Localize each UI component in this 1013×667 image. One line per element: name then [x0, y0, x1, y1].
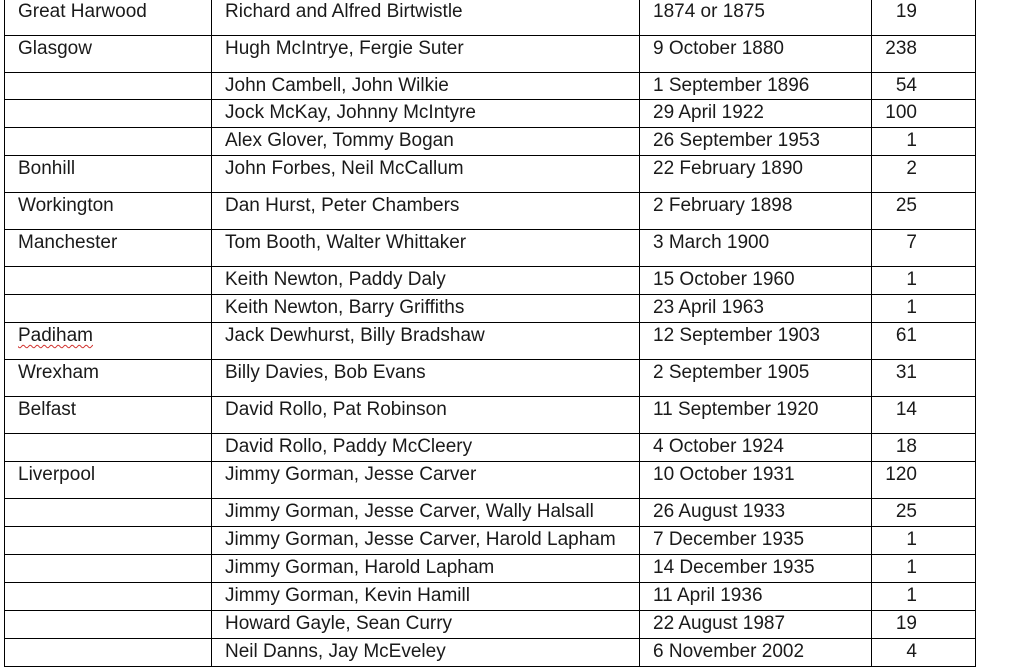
- date-cell: [640, 36, 872, 73]
- date-cell-text: 12 September 1903: [653, 325, 820, 346]
- count-cell-text: 25: [895, 195, 917, 216]
- count-cell: [872, 73, 976, 100]
- players-cell: [212, 527, 640, 555]
- count-cell: [872, 295, 976, 323]
- town-cell: [5, 36, 212, 73]
- count-cell: [872, 555, 976, 583]
- town-cell-text: Great Harwood: [18, 1, 147, 22]
- town-cell: [5, 128, 212, 156]
- players-cell: [212, 639, 640, 667]
- count-cell-text: 25: [895, 501, 917, 522]
- players-cell: [212, 462, 640, 499]
- players-cell-text: Jimmy Gorman, Jesse Carver: [225, 464, 477, 485]
- document-table: [4, 0, 976, 667]
- date-cell-text: 15 October 1960: [653, 269, 795, 290]
- table-row: [5, 397, 976, 434]
- table-row: [5, 555, 976, 583]
- date-cell-text: 2 February 1898: [653, 195, 793, 216]
- date-cell-text: 1874 or 1875: [653, 1, 765, 22]
- table-row: [5, 360, 976, 397]
- count-cell-text: 100: [885, 102, 917, 123]
- date-cell-text: 6 November 2002: [653, 641, 805, 662]
- date-cell-text: 14 December 1935: [653, 557, 815, 578]
- players-cell-text: Richard and Alfred Birtwistle: [225, 1, 463, 22]
- town-cell-text: Workington: [18, 195, 114, 216]
- players-cell: [212, 267, 640, 295]
- players-cell-text: Keith Newton, Barry Griffiths: [225, 297, 465, 318]
- table-row: [5, 73, 976, 100]
- players-cell-text: Billy Davies, Bob Evans: [225, 362, 426, 383]
- date-cell: [640, 267, 872, 295]
- date-cell-text: 23 April 1963: [653, 297, 764, 318]
- date-cell: [640, 100, 872, 128]
- date-cell-text: 22 August 1987: [653, 613, 786, 634]
- table-row: [5, 295, 976, 323]
- town-cell: [5, 73, 212, 100]
- table-row: [5, 156, 976, 193]
- count-cell: [872, 360, 976, 397]
- town-cell: [5, 434, 212, 462]
- date-cell: [640, 639, 872, 667]
- date-cell: [640, 499, 872, 527]
- table-row: [5, 100, 976, 128]
- date-cell: [640, 397, 872, 434]
- players-cell: [212, 36, 640, 73]
- count-cell-text: 1: [906, 297, 917, 318]
- date-cell: [640, 295, 872, 323]
- date-cell: [640, 583, 872, 611]
- count-cell-text: 1: [906, 269, 917, 290]
- town-cell: [5, 397, 212, 434]
- table-row: [5, 193, 976, 230]
- town-cell: [5, 462, 212, 499]
- town-cell-text: Padiham: [18, 325, 93, 346]
- table-row: [5, 527, 976, 555]
- count-cell: [872, 36, 976, 73]
- town-cell: [5, 527, 212, 555]
- players-cell: [212, 499, 640, 527]
- town-cell: [5, 156, 212, 193]
- players-cell-text: Alex Glover, Tommy Bogan: [225, 130, 454, 151]
- date-cell-text: 10 October 1931: [653, 464, 795, 485]
- town-cell-text: Glasgow: [18, 38, 92, 59]
- count-cell: [872, 128, 976, 156]
- town-cell: [5, 611, 212, 639]
- count-cell: [872, 434, 976, 462]
- count-cell-text: 1: [906, 130, 917, 151]
- table-row: [5, 267, 976, 295]
- players-cell-text: Jimmy Gorman, Harold Lapham: [225, 557, 495, 578]
- town-cell: [5, 360, 212, 397]
- count-cell-text: 31: [895, 362, 917, 383]
- players-cell: [212, 73, 640, 100]
- players-cell-text: Jack Dewhurst, Billy Bradshaw: [225, 325, 485, 346]
- count-cell: [872, 100, 976, 128]
- town-cell-text: Belfast: [18, 399, 77, 420]
- players-cell: [212, 583, 640, 611]
- count-cell-text: 2: [906, 158, 917, 179]
- players-cell: [212, 128, 640, 156]
- town-cell-text: Bonhill: [18, 158, 76, 179]
- count-cell: [872, 499, 976, 527]
- players-cell: [212, 360, 640, 397]
- table-row: [5, 639, 976, 667]
- count-cell-text: 1: [906, 585, 917, 606]
- date-cell: [640, 360, 872, 397]
- table-row: [5, 128, 976, 156]
- date-cell-text: 26 August 1933: [653, 501, 786, 522]
- date-cell-text: 9 October 1880: [653, 38, 784, 59]
- date-cell: [640, 323, 872, 360]
- town-cell: [5, 193, 212, 230]
- table-row: [5, 583, 976, 611]
- date-cell-text: 26 September 1953: [653, 130, 820, 151]
- players-cell-text: John Forbes, Neil McCallum: [225, 158, 464, 179]
- count-cell: [872, 397, 976, 434]
- players-cell-text: David Rollo, Pat Robinson: [225, 399, 447, 420]
- count-cell-text: 238: [885, 38, 917, 59]
- town-cell: [5, 267, 212, 295]
- count-cell: [872, 323, 976, 360]
- count-cell: [872, 611, 976, 639]
- date-cell: [640, 230, 872, 267]
- table-row: [5, 499, 976, 527]
- date-cell-text: 1 September 1896: [653, 75, 810, 96]
- date-cell: [640, 193, 872, 230]
- players-cell: [212, 397, 640, 434]
- date-cell-text: 11 September 1920: [653, 399, 819, 420]
- date-cell: [640, 73, 872, 100]
- players-cell-text: Jimmy Gorman, Jesse Carver, Wally Halsall: [225, 501, 594, 522]
- date-cell-text: 22 February 1890: [653, 158, 803, 179]
- count-cell: [872, 193, 976, 230]
- date-cell: [640, 156, 872, 193]
- players-cell: [212, 323, 640, 360]
- players-cell-text: Jimmy Gorman, Jesse Carver, Harold Lapham: [225, 529, 616, 550]
- count-cell: [872, 583, 976, 611]
- count-cell: [872, 527, 976, 555]
- town-cell: [5, 100, 212, 128]
- players-cell-text: Hugh McIntrye, Fergie Suter: [225, 38, 464, 59]
- count-cell-text: 18: [895, 436, 917, 457]
- date-cell: [640, 128, 872, 156]
- players-cell-text: Jock McKay, Johnny McIntyre: [225, 102, 476, 123]
- players-cell: [212, 193, 640, 230]
- date-cell: [640, 611, 872, 639]
- table-row: [5, 434, 976, 462]
- table-row: [5, 323, 976, 360]
- town-cell: [5, 499, 212, 527]
- count-cell-text: 1: [906, 557, 917, 578]
- count-cell-text: 1: [906, 529, 917, 550]
- count-cell: [872, 462, 976, 499]
- count-cell-text: 19: [895, 613, 917, 634]
- date-cell-text: 11 April 1936: [653, 585, 763, 606]
- players-cell-text: Tom Booth, Walter Whittaker: [225, 232, 467, 253]
- town-cell-text: Wrexham: [18, 362, 99, 383]
- count-cell: [872, 267, 976, 295]
- count-cell: [872, 230, 976, 267]
- players-cell: [212, 100, 640, 128]
- players-cell: [212, 434, 640, 462]
- players-cell-text: Howard Gayle, Sean Curry: [225, 613, 453, 634]
- count-cell: [872, 0, 976, 36]
- players-cell-text: Neil Danns, Jay McEveley: [225, 641, 446, 662]
- players-cell: [212, 555, 640, 583]
- town-cell: [5, 323, 212, 360]
- town-cell: [5, 295, 212, 323]
- date-cell: [640, 527, 872, 555]
- town-cell: [5, 230, 212, 267]
- count-cell-text: 120: [885, 464, 917, 485]
- players-cell-text: Dan Hurst, Peter Chambers: [225, 195, 460, 216]
- date-cell-text: 2 September 1905: [653, 362, 810, 383]
- date-cell-text: 3 March 1900: [653, 232, 770, 253]
- count-cell: [872, 639, 976, 667]
- count-cell: [872, 156, 976, 193]
- date-cell: [640, 434, 872, 462]
- date-cell-text: 4 October 1924: [653, 436, 784, 457]
- table-row: [5, 611, 976, 639]
- count-cell-text: 14: [895, 399, 917, 420]
- date-cell-text: 7 December 1935: [653, 529, 805, 550]
- players-cell-text: David Rollo, Paddy McCleery: [225, 436, 473, 457]
- players-cell-text: John Cambell, John Wilkie: [225, 75, 449, 96]
- date-cell: [640, 0, 872, 36]
- count-cell-text: 4: [906, 641, 917, 662]
- table-row: [5, 0, 976, 36]
- date-cell-text: 29 April 1922: [653, 102, 764, 123]
- table-row: [5, 230, 976, 267]
- players-cell-text: Keith Newton, Paddy Daly: [225, 269, 446, 290]
- count-cell-text: 54: [895, 75, 917, 96]
- town-cell-text: Manchester: [18, 232, 118, 253]
- players-cell-text: Jimmy Gorman, Kevin Hamill: [225, 585, 470, 606]
- players-cell: [212, 156, 640, 193]
- date-cell: [640, 555, 872, 583]
- town-cell: [5, 0, 212, 36]
- players-cell: [212, 230, 640, 267]
- table-body: [5, 0, 976, 667]
- table-row: [5, 462, 976, 499]
- town-cell: [5, 583, 212, 611]
- town-cell: [5, 639, 212, 667]
- town-cell-text: Liverpool: [18, 464, 96, 485]
- players-cell: [212, 611, 640, 639]
- town-cell: [5, 555, 212, 583]
- count-cell-text: 7: [906, 232, 917, 253]
- count-cell-text: 19: [895, 1, 917, 22]
- date-cell: [640, 462, 872, 499]
- count-cell-text: 61: [895, 325, 917, 346]
- table-row: [5, 36, 976, 73]
- players-cell: [212, 0, 640, 36]
- players-cell: [212, 295, 640, 323]
